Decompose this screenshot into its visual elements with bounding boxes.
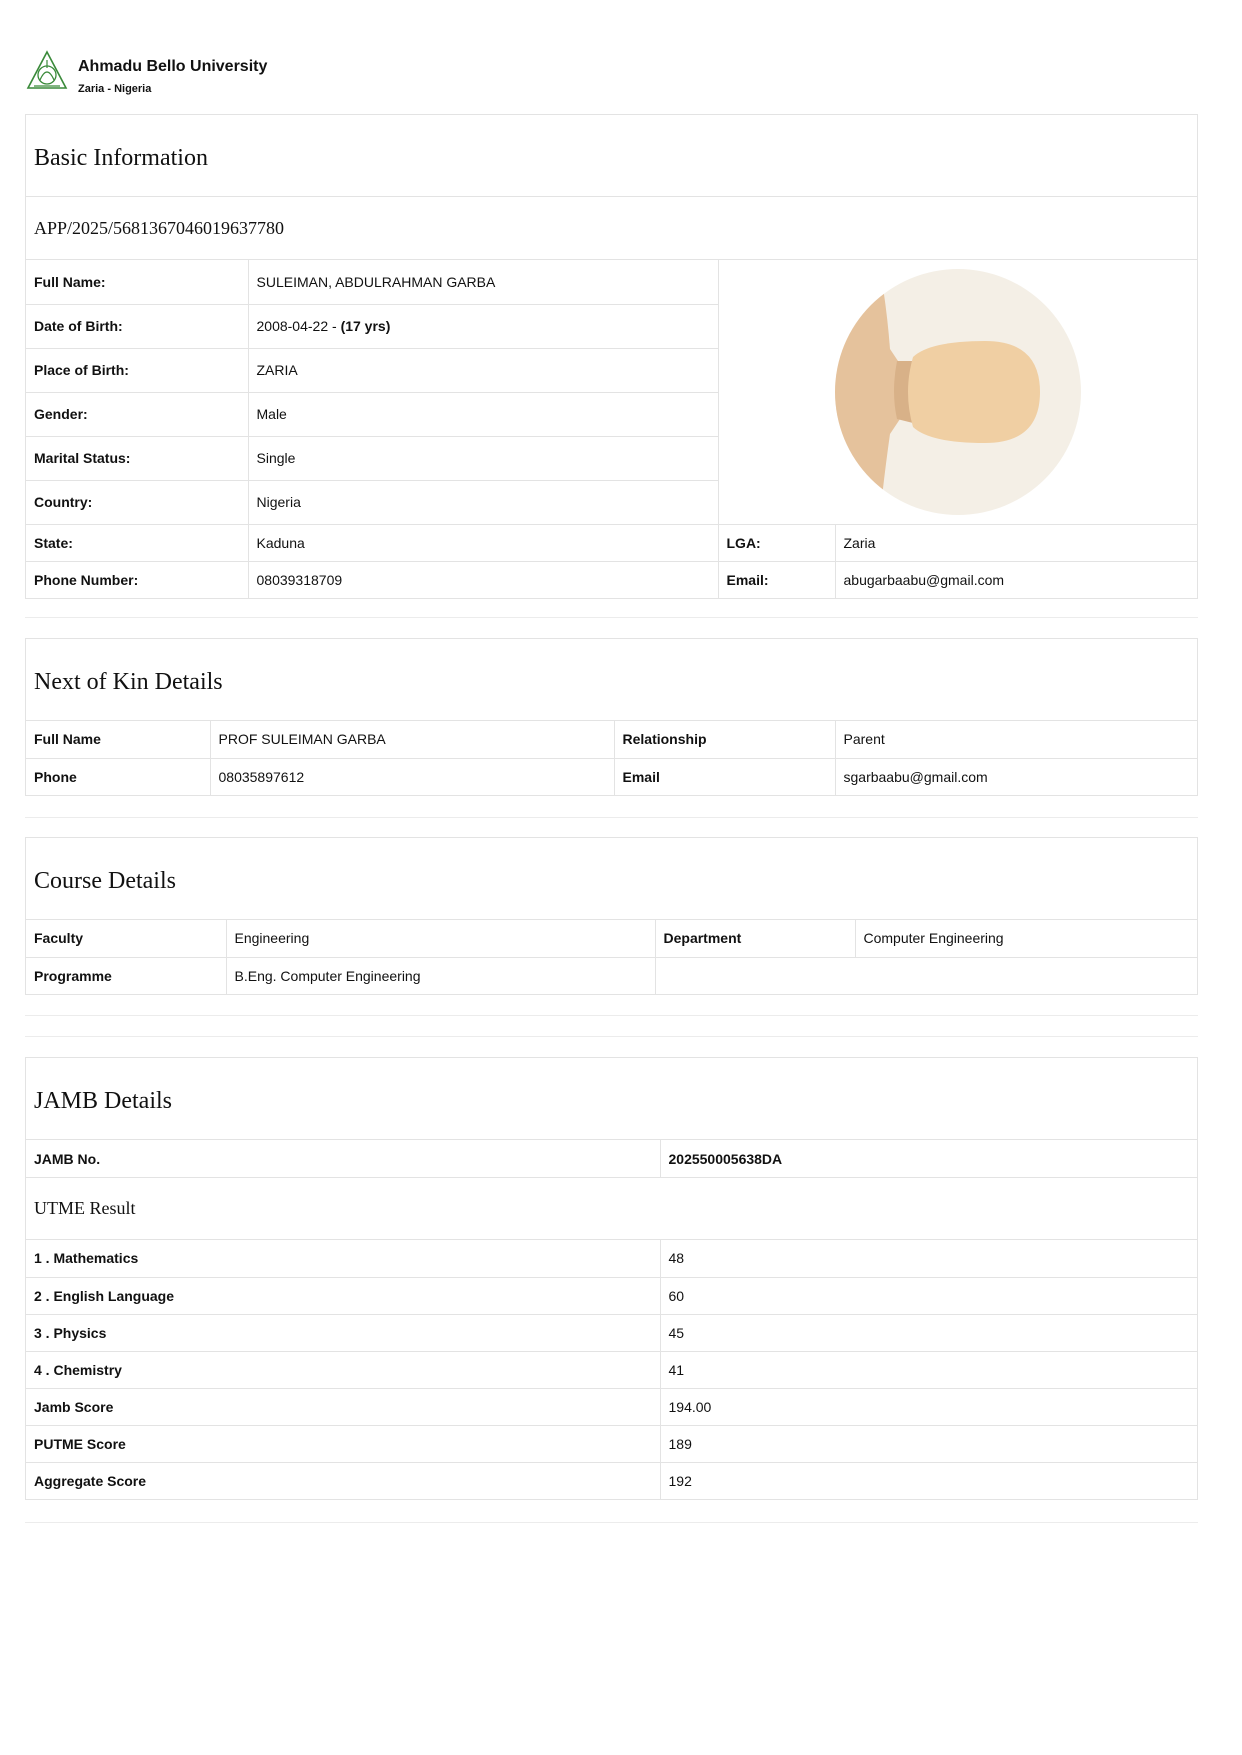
- section-title: JAMB Details: [26, 1058, 1197, 1140]
- table-row: [26, 1314, 1197, 1351]
- gender-label: Gender:: [26, 392, 248, 436]
- marital-status-value: Single: [248, 436, 718, 480]
- phone-value: 08039318709: [248, 561, 718, 598]
- putme-score-label: PUTME Score: [26, 1425, 660, 1462]
- page-header: [26, 50, 267, 95]
- course-table: [26, 920, 1197, 994]
- subject-score: 41: [660, 1351, 1197, 1388]
- email-value: abugarbaabu@gmail.com: [835, 561, 1197, 598]
- section-title: Basic Information: [26, 115, 1197, 197]
- utme-result-table: [26, 1240, 1197, 1499]
- programme-label: Programme: [26, 957, 226, 994]
- email-label: Email:: [718, 561, 835, 598]
- university-logo-icon: [26, 50, 68, 92]
- kin-name-label: Full Name: [26, 721, 210, 758]
- dob-date: 2008-04-22 -: [256, 318, 341, 334]
- table-row: [26, 1425, 1197, 1462]
- kin-phone-label: Phone: [26, 758, 210, 795]
- kin-email-value: sgarbaabu@gmail.com: [835, 758, 1197, 795]
- subject-name: 3 . Physics: [26, 1314, 660, 1351]
- section-divider: [25, 1036, 1198, 1037]
- jamb-score-value: 194.00: [660, 1388, 1197, 1425]
- kin-email-label: Email: [614, 758, 835, 795]
- kin-name-value: PROF SULEIMAN GARBA: [210, 721, 614, 758]
- faculty-value: Engineering: [226, 920, 655, 957]
- section-divider: [25, 1015, 1198, 1016]
- jamb-no-value: 202550005638DA: [660, 1140, 1197, 1177]
- section-title: Next of Kin Details: [26, 639, 1197, 721]
- subject-score: 45: [660, 1314, 1197, 1351]
- course-details-section: [25, 837, 1198, 995]
- jamb-no-label: JAMB No.: [26, 1140, 660, 1177]
- table-row: [26, 1351, 1197, 1388]
- table-row: [26, 1240, 1197, 1277]
- subject-score: 60: [660, 1277, 1197, 1314]
- aggregate-score-value: 192: [660, 1462, 1197, 1499]
- pob-value: ZARIA: [248, 348, 718, 392]
- jamb-score-label: Jamb Score: [26, 1388, 660, 1425]
- phone-label: Phone Number:: [26, 561, 248, 598]
- utme-result-title: UTME Result: [26, 1177, 1197, 1240]
- application-number: APP/2025/5681367046019637780: [26, 197, 1197, 260]
- table-row: [26, 1388, 1197, 1425]
- programme-value: B.Eng. Computer Engineering: [226, 957, 655, 994]
- subject-name: 2 . English Language: [26, 1277, 660, 1314]
- kin-table: [26, 721, 1197, 795]
- state-label: State:: [26, 524, 248, 561]
- table-row: [26, 1277, 1197, 1314]
- lga-value: Zaria: [835, 524, 1197, 561]
- dob-value: [248, 304, 718, 348]
- dob-label: Date of Birth:: [26, 304, 248, 348]
- section-divider: [25, 1522, 1198, 1523]
- next-of-kin-section: [25, 638, 1198, 796]
- full-name-label: Full Name:: [26, 260, 248, 304]
- empty-cell: [655, 957, 1197, 994]
- country-label: Country:: [26, 480, 248, 524]
- full-name-value: SULEIMAN, ABDULRAHMAN GARBA: [248, 260, 718, 304]
- subject-name: 1 . Mathematics: [26, 1240, 660, 1277]
- lga-label: LGA:: [718, 524, 835, 561]
- university-location: Zaria - Nigeria: [78, 83, 152, 95]
- putme-score-value: 189: [660, 1425, 1197, 1462]
- aggregate-score-label: Aggregate Score: [26, 1462, 660, 1499]
- subject-score: 48: [660, 1240, 1197, 1277]
- applicant-photo: [835, 269, 1081, 515]
- table-row: [26, 1462, 1197, 1499]
- kin-relationship-label: Relationship: [614, 721, 835, 758]
- kin-phone-value: 08035897612: [210, 758, 614, 795]
- department-value: Computer Engineering: [855, 920, 1197, 957]
- section-title: Course Details: [26, 838, 1197, 920]
- section-divider: [25, 617, 1198, 618]
- marital-status-label: Marital Status:: [26, 436, 248, 480]
- department-label: Department: [655, 920, 855, 957]
- university-name: Ahmadu Bello University: [78, 58, 268, 75]
- photo-cell: [718, 260, 1197, 524]
- basic-info-table: [26, 260, 1197, 598]
- kin-relationship-value: Parent: [835, 721, 1197, 758]
- section-divider: [25, 817, 1198, 818]
- subject-name: 4 . Chemistry: [26, 1351, 660, 1388]
- country-value: Nigeria: [248, 480, 718, 524]
- jamb-table: [26, 1140, 1197, 1177]
- state-value: Kaduna: [248, 524, 718, 561]
- basic-information-section: [25, 114, 1198, 599]
- jamb-details-section: [25, 1057, 1198, 1500]
- age-value: (17 yrs): [340, 318, 391, 334]
- faculty-label: Faculty: [26, 920, 226, 957]
- gender-value: Male: [248, 392, 718, 436]
- pob-label: Place of Birth:: [26, 348, 248, 392]
